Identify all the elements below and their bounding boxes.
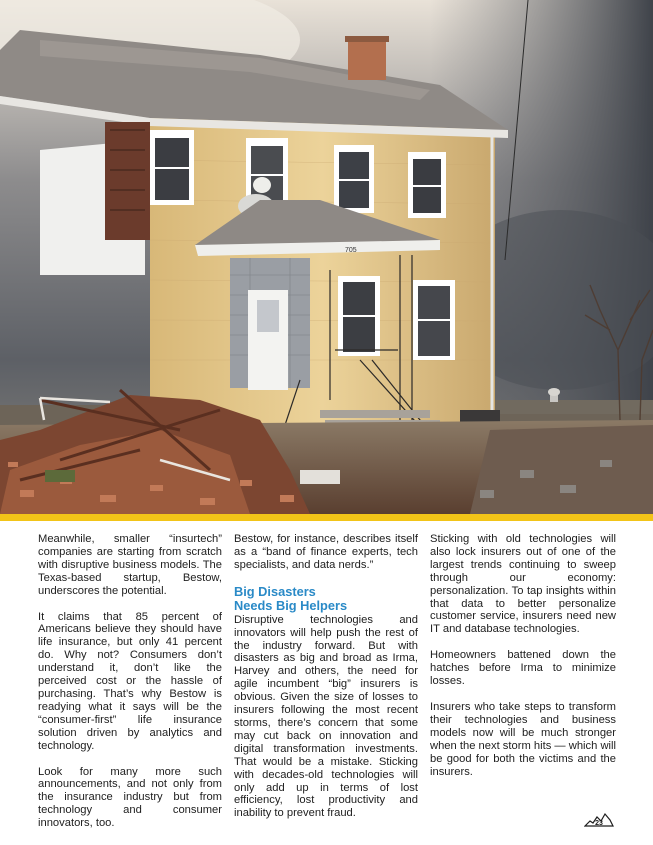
page-number: 23 [595, 820, 603, 827]
article-column-2 [234, 533, 418, 820]
paragraph: It claims that 85 percent of Americans believe they should have life insurance, but only 41 percent do. Why not? Consumers don’t understand it, don’t like the perceived cost or the hassle of purchasing. That’s why Bestow is readying what it says will be the “consumer-first” life insurance solution driven by analytics and technology. [38, 610, 222, 752]
article-column-3 [430, 533, 616, 778]
paragraph: Disruptive technologies and innovators will help push the rest of the industry forward. But with disasters as big and broad as Irma, Harvey and others, the need for agile incumbent “big” insurers is obvious. Given the size of losses to insurers following the most recent storms, there’s concern that some may cut back on innovation and digital transformation investments. That would be a mistake. Sticking with decades-old technologies will only add up in terms of lost efficiency, lost productivity and inability to prevent fraud. [234, 613, 418, 820]
paragraph: Look for many more such announcements, and not only from the insurance industry but from technology and consumer innovators, too. [38, 765, 222, 830]
accent-bar [0, 514, 653, 521]
section-heading-line1: Big Disasters [234, 583, 316, 599]
paragraph: Homeowners battened down the hatches before Irma to minimize losses. [430, 649, 616, 688]
section-heading [234, 585, 418, 613]
section-heading-line2: Needs Big Helpers [234, 597, 348, 613]
paragraph: Sticking with old technologies will also lock insurers out of one of the largest trends continuing to sweep through our economy: personalization. To tap insights within that data to better personalize customer service, insurers need new IT and database technologies. [430, 533, 616, 636]
article-column-1 [38, 533, 222, 830]
paragraph: Bestow, for instance, describes itself as a “band of finance experts, tech specialists, and data nerds.” [234, 533, 418, 571]
paragraph: Insurers who take steps to transform their technologies and business models now will be much stronger when the next storm hits — which will be good for both the victims and the insurers. [430, 700, 616, 778]
house-number: 705 [345, 247, 357, 254]
paragraph: Meanwhile, smaller “insurtech” companies are starting from scratch with disruptive business models. The Texas-based startup, Bestow, underscores the potential. [38, 533, 222, 597]
page-number-mark [584, 812, 614, 828]
